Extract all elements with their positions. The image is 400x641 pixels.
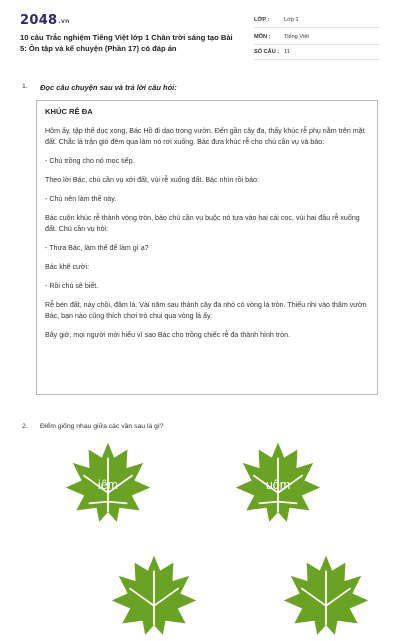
story-paragraph: Bác cuộn khúc rễ thành vòng tròn, bảo chú cần vụ buộc nó tựa vào hai cái cọc, vùi hai đầu rễ xuống đất. Chú cần vụ hỏi: [45,214,360,233]
meta-subject-value: Tiếng Việt [284,34,309,40]
meta-subject-label: MÔN : [254,34,271,40]
story-paragraph: Bác khẽ cười: [45,263,90,271]
meta-count-label: SỐ CÂU : [254,49,280,55]
story-paragraph: - Thưa Bác, làm thế để làm gì ạ? [45,244,149,252]
story-paragraph: - Chú nên làm thế này. [45,195,117,203]
story-paragraph: Bây giờ, mọi người mới hiểu vì sao Bác cho trồng chiếc rễ đa thành hình tròn. [45,331,291,339]
question-2-prompt: Điểm giống nhau giữa các vần sau là gì? [40,423,164,430]
document-title: 10 câu Trắc nghiệm Tiếng Việt lớp 1 Chân trời sáng tạo Bài 5: Ôn tập và kể chuyện (Phần 17) có đáp án [20,33,233,53]
page-header [0,0,400,68]
story-paragraph: Theo lời Bác, chú cần vụ xới đất, vùi rễ xuống đất. Bác nhìn rồi bảo: [45,176,259,184]
meta-grade-value: Lớp 1 [284,17,299,23]
leaf-option-label: uôm [265,478,291,492]
story-paragraph: Rễ bén đất, nảy chồi, đâm lá. Vài năm sau thành cây đa nhỏ có vòng lá tròn. Thiếu nhi vào thăm vườn Bác, bạn nào cũng thích chơi trò chui qua vòng lá ấy. [45,301,367,320]
story-paragraph: Hôm ấy, tập thể dục xong, Bác Hồ đi dạo trong vườn. Đến gần cây đa, thấy khúc rễ phụ nằm trên mặt đất. Chắc là trận gió đêm qua làm nó rơi xuống. Bác đưa khúc rễ cho chú cần vụ và bảo: [45,127,365,146]
site-logo[interactable]: 2048.vn [20,13,70,28]
question-2-number: 2. [22,423,28,430]
meta-question-count [254,46,380,60]
meta-count-value: 11 [284,49,290,55]
story-paragraph: - Chú trồng cho nó mọc tiếp. [45,157,135,165]
meta-grade [254,14,380,28]
leaf-option-label: iêm [97,478,119,492]
question-1-number: 1. [22,83,28,90]
leaf-option-4[interactable] [280,553,372,641]
leaf-icon [108,553,200,641]
leaf-option-2[interactable] [232,440,324,528]
leaf-option-1[interactable] [62,440,154,528]
leaf-option-3[interactable] [108,553,200,641]
story-paragraph: - Rồi chú sẽ biết. [45,282,99,290]
meta-grade-label: LỚP : [254,17,270,23]
story-box [36,100,378,395]
meta-subject [254,31,380,45]
leaf-icon [280,553,372,641]
question-1-prompt: Đọc câu chuyện sau và trả lời câu hỏi: [40,83,177,92]
story-title: KHÚC RỄ ĐA [45,107,93,116]
